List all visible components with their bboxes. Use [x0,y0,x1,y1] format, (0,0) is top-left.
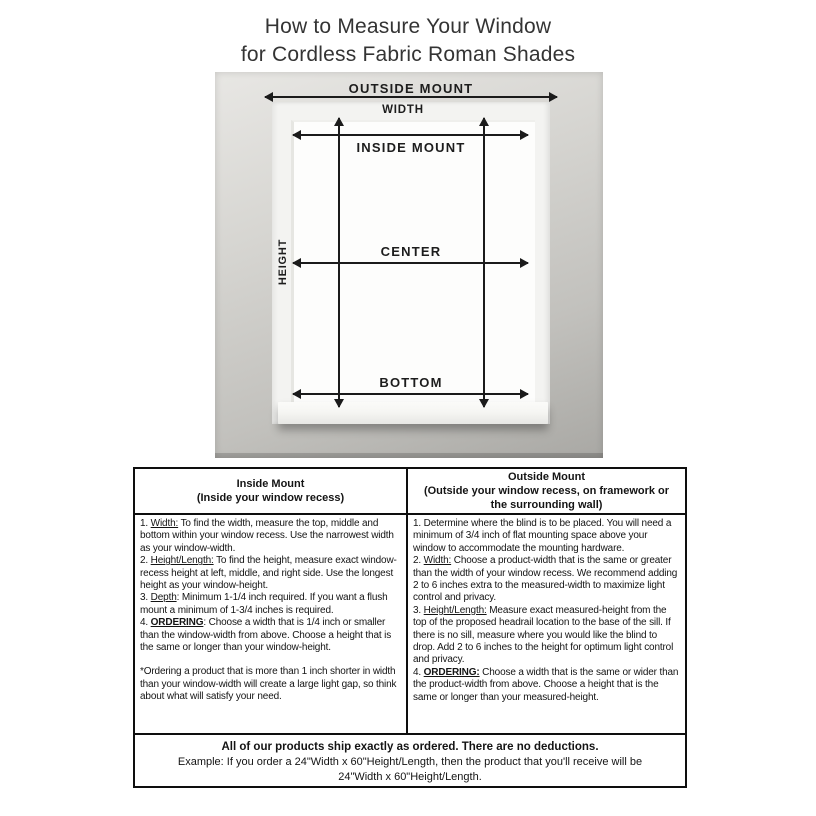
inside-mount-label: INSIDE MOUNT [356,140,466,155]
outside-mount-instructions [408,515,685,733]
inside-mount-arrow [293,134,528,136]
header-title: Inside Mount [236,478,305,490]
inside-mount-header [135,469,408,513]
item-text: Determine where the blind is to be placed. You will need a minimum of 3/4 inch of flat mounting space above your window to accommodate the mounting hardware. [413,518,672,554]
table-body-row [135,515,685,735]
window-photo [215,72,603,458]
item-keyword: Width: [423,555,452,567]
instruction-item [413,667,680,704]
bottom-label: BOTTOM [379,375,443,390]
header-title: Outside Mount [508,471,585,483]
item-number: 3. [413,604,424,616]
title-line-2: for Cordless Fabric Roman Shades [240,43,576,66]
inside-mount-instructions [135,515,408,733]
item-text: : Minimum 1-1/4 inch required. If you want a flush mount a minimum of 1-3/4 inches is required. [140,592,388,616]
item-keyword: Width: [150,518,179,529]
item-number: 3. [140,592,151,604]
instruction-item [140,592,401,617]
window-sill [278,402,548,424]
item-text: Measure exact measured-height from the top of the proposed headrail location to the base of the sill. If there is no sill, measure where you would like the blind to drop. Add 2 to 6 inches to the height for optimum light control and privacy. [413,604,674,666]
header-subtitle: (Outside your window recess, on framework or the surrounding wall) [423,485,670,511]
outside-mount-label: OUTSIDE MOUNT [348,81,474,96]
item-text: : Choose a width that is 1/4 inch or smaller than the window-width from above. Choose a height that is the same or longer than your window-height. [140,617,392,654]
item-keyword: Height/Length: [150,555,214,567]
item-number: 1. [140,518,151,529]
footer-example-line-2: 24"Width x 60"Height/Length. [338,771,482,783]
footer-note [135,735,685,786]
outside-mount-arrow [265,96,557,98]
table-footer-row [135,735,685,786]
instruction-item [413,555,680,605]
footer-example-line-1: Example: If you order a 24"Width x 60"Height/Length, then the product that you'll receive will be [177,756,643,768]
instruction-item [140,518,401,555]
item-number: 2. [140,555,151,567]
item-text: Choose a product-width that is the same or greater than the width of your window recess. We recommend adding 2 to 6 inches extra to the measured-width to maximize light control and privacy. [413,555,678,604]
item-text: To find the height, measure exact window-recess height at left, middle, and right side. Use the longest height as your window-height. [140,555,397,592]
instruction-item [140,555,401,592]
outside-mount-header [408,469,685,513]
item-number: 2. [413,555,424,567]
item-text: To find the width, measure the top, middle and bottom within your window recess. Use the narrowest width as your window-width. [140,518,394,554]
page-title [0,13,816,69]
item-number: 1. [413,518,424,529]
header-subtitle: (Inside your window recess) [196,492,345,504]
item-number: 4. [413,666,424,678]
center-label: CENTER [380,244,442,259]
width-label: WIDTH [382,104,424,116]
instruction-item [413,518,680,555]
bottom-arrow [293,393,528,395]
item-keyword: ORDERING: [423,666,480,678]
instruction-item [413,605,680,667]
item-text: Choose a width that is the same or wider than the product-width from above. Choose a height that is the same or longer than your measured-height. [413,666,679,703]
item-keyword: ORDERING [150,617,204,629]
item-keyword: Height/Length: [423,604,487,616]
height-label: HEIGHT [277,238,289,286]
measurement-table [133,467,687,788]
footer-bold-line: All of our products ship exactly as ordered. There are no deductions. [221,741,599,753]
inside-mount-note: *Ordering a product that is more than 1 inch shorter in width than your window-width will create a large light gap, so think about what will satisfy your need. [140,666,397,703]
title-line-1: How to Measure Your Window [264,15,552,38]
instruction-item [140,617,401,654]
item-number: 4. [140,617,151,629]
center-arrow [293,262,528,264]
table-header-row [135,469,685,515]
item-keyword: Depth [150,592,177,604]
